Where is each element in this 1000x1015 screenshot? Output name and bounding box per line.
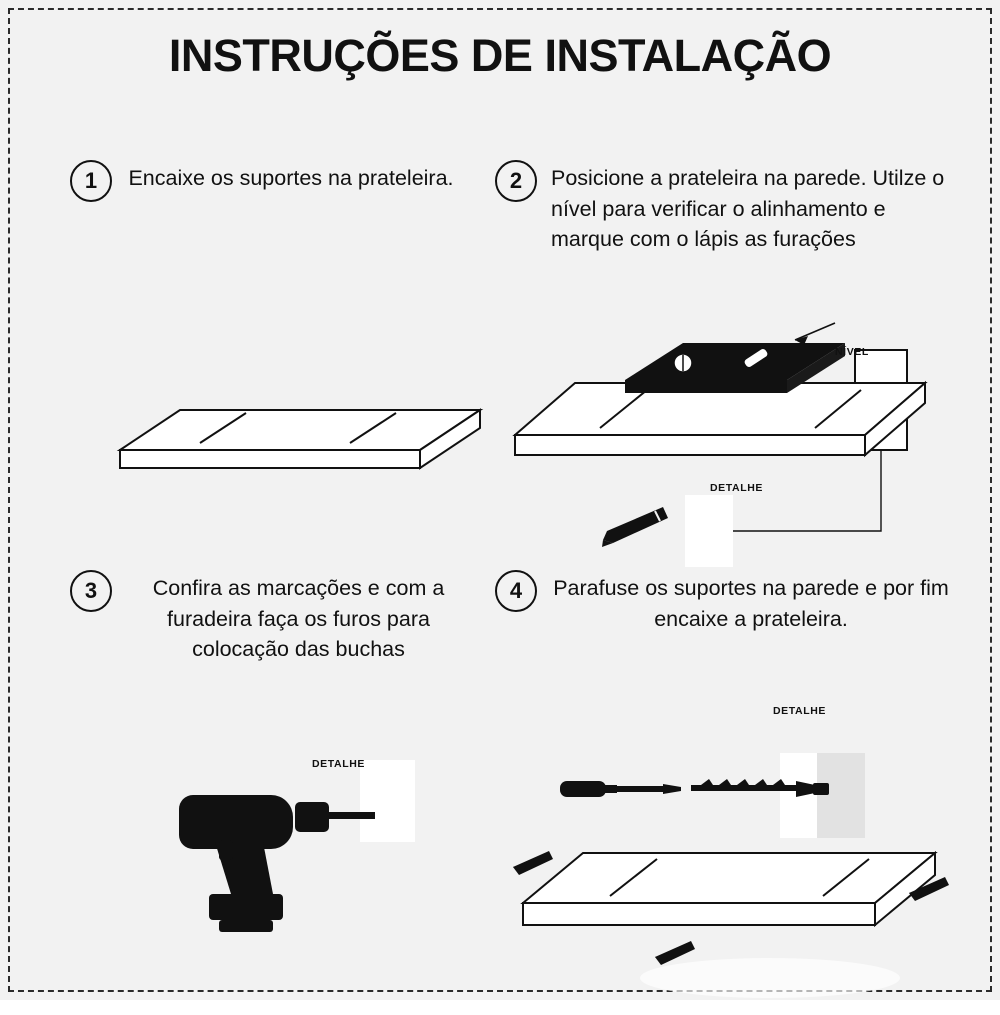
watermark-smudge [640,958,900,998]
step-panel-4 [495,570,975,970]
page-title: INSTRUÇÕES DE INSTALAÇÃO [168,30,832,81]
step-4-text: Parafuse os suportes na parede e por fim encaixe a prateleira. [553,576,949,631]
step-3-number: 3 [70,570,112,612]
step-2-text: Posicione a prateleira na parede. Utilze o nível para verificar o alinhamento e marque com o lápis as furações [551,166,945,252]
step-panel-1 [60,160,480,490]
step-4-detail-label: DETALHE [773,705,827,717]
step-1-header [60,160,480,202]
step-2-illustration [495,335,975,580]
step-1-illustration [50,350,490,490]
step-3-header [60,570,490,665]
step-2-number: 2 [495,160,537,202]
step-4-number: 4 [495,570,537,612]
step-3-detail-label: DETALHE [312,758,366,770]
step-3-text: Confira as marcações e com a furadeira faça os furos para colocação das buchas [152,576,445,662]
step-2-detail-label: DETALHE [710,482,764,494]
step-panel-3 [60,570,490,970]
step-panel-2 [495,160,975,580]
step-1-text: Encaixe os suportes na prateleira. [128,166,454,190]
step-1-number: 1 [70,160,112,202]
step-2-header [495,160,975,255]
step-2-callout-label: NÍVEL [835,346,869,358]
step-4-header [495,570,975,634]
step-3-illustration [175,760,465,950]
